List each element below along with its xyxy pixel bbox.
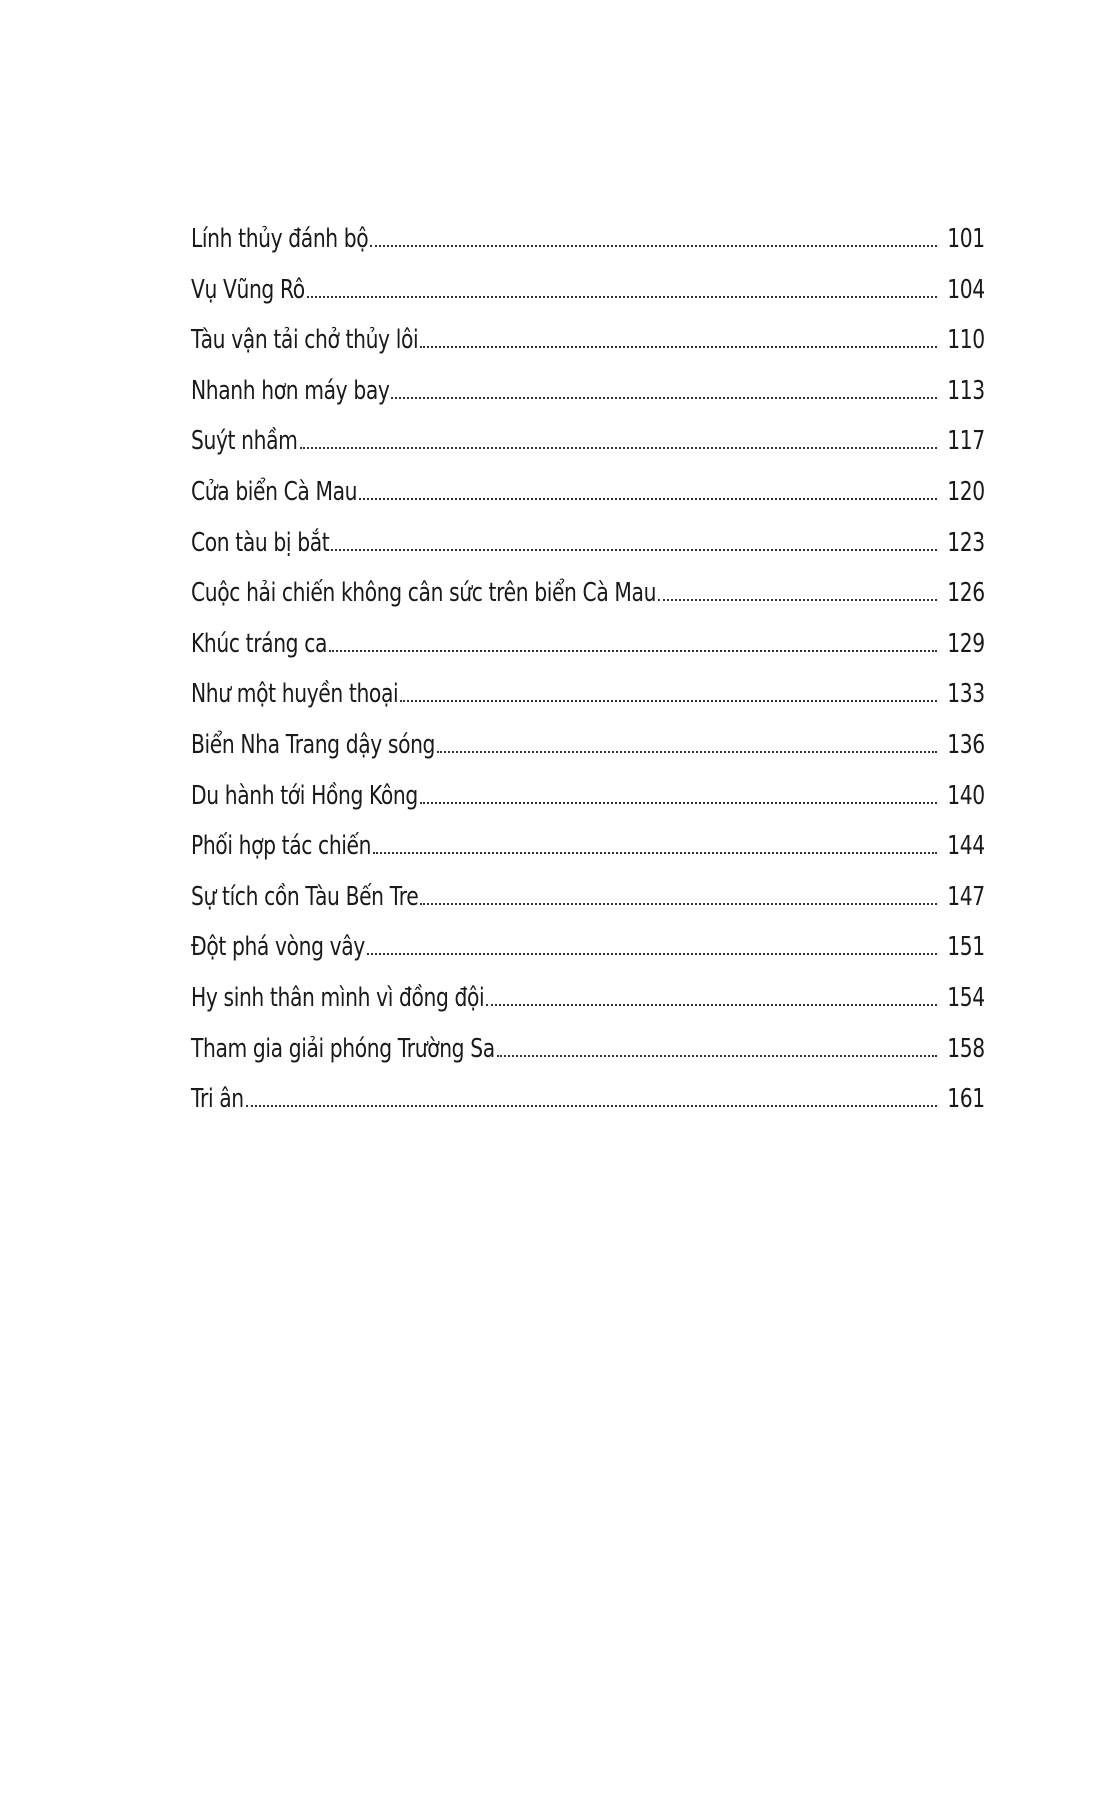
toc-entry	[191, 729, 986, 781]
toc-entry-page: 154	[947, 982, 986, 1013]
toc-entry-title: Cuộc hải chiến không cân sức trên biển Cà Mau	[191, 578, 657, 609]
toc-entry-page: 110	[947, 325, 986, 356]
toc-entry	[191, 881, 986, 933]
toc-entry	[191, 375, 986, 427]
toc-dot-leader	[486, 1003, 937, 1006]
toc-entry-page: 147	[947, 881, 986, 912]
toc-entry-title: Tàu vận tải chở thủy lôi	[191, 325, 419, 356]
toc-entry-title: Hy sinh thân mình vì đồng đội	[191, 982, 485, 1013]
toc-entry-title: Du hành tới Hồng Kông	[191, 780, 418, 811]
toc-entry-title: Tri ân	[191, 1084, 244, 1115]
toc-entry-page: 161	[947, 1084, 986, 1115]
toc-dot-leader	[420, 345, 937, 348]
toc-entry-page: 136	[947, 729, 986, 760]
toc-dot-leader	[437, 750, 937, 753]
toc-entry-page: 140	[947, 780, 986, 811]
toc-entry-page: 158	[947, 1033, 986, 1064]
toc-entry-title: Như một huyền thoại	[191, 679, 399, 710]
toc-entry-title: Tham gia giải phóng Trường Sa	[191, 1033, 495, 1064]
toc-entry-title: Vụ Vũng Rô	[191, 274, 305, 305]
toc-entry-title: Khúc tráng ca	[191, 628, 328, 659]
toc-entry-page: 117	[947, 426, 986, 457]
toc-entry-title: Sự tích cồn Tàu Bến Tre	[191, 881, 419, 912]
toc-entry	[191, 527, 986, 579]
toc-entry-title: Con tàu bị bắt	[191, 527, 330, 558]
toc-entry-page: 104	[947, 274, 986, 305]
toc-entry	[191, 578, 986, 629]
toc-dot-leader	[420, 902, 937, 905]
toc-entry	[191, 679, 986, 730]
toc-dot-leader	[331, 548, 937, 551]
toc-entry-page: 113	[947, 375, 986, 406]
toc-entry-page: 126	[947, 578, 986, 609]
toc-dot-leader	[329, 649, 937, 652]
toc-entry	[191, 1084, 986, 1135]
toc-entry	[191, 274, 986, 326]
toc-entry	[191, 476, 986, 528]
toc-entry-page: 129	[947, 628, 986, 659]
toc-entry	[191, 1033, 986, 1085]
toc-entry-title: Cửa biển Cà Mau	[191, 476, 358, 507]
toc-entry-title: Phối hợp tác chiến	[191, 831, 372, 862]
toc-entry-page: 101	[947, 224, 986, 254]
toc-dot-leader	[658, 598, 937, 601]
toc-entry-page: 144	[947, 831, 986, 862]
toc-entry	[191, 426, 986, 477]
toc-entry-title: Đột phá vòng vây	[191, 932, 365, 963]
toc-dot-leader	[391, 396, 937, 399]
toc-dot-leader	[370, 244, 937, 247]
toc-dot-leader	[420, 801, 938, 804]
toc-entry-title: Nhanh hơn máy bay	[191, 375, 390, 406]
toc-dot-leader	[246, 1104, 938, 1107]
toc-entry	[191, 628, 986, 680]
toc-entry	[191, 932, 986, 983]
toc-dot-leader	[497, 1054, 938, 1057]
toc-entry-title: Lính thủy đánh bộ	[191, 224, 369, 254]
toc-entry	[191, 831, 986, 882]
table-of-contents	[191, 224, 986, 1135]
toc-entry-title: Biển Nha Trang dậy sóng	[191, 729, 436, 760]
toc-entry	[191, 780, 986, 832]
toc-entry-page: 151	[947, 932, 986, 963]
toc-dot-leader	[307, 295, 938, 298]
toc-entry-page: 123	[947, 527, 986, 558]
toc-dot-leader	[367, 952, 938, 955]
toc-entry-page: 120	[947, 476, 986, 507]
toc-entry-page: 133	[947, 679, 986, 710]
toc-entry	[191, 224, 986, 275]
toc-dot-leader	[359, 497, 937, 500]
toc-dot-leader	[373, 851, 937, 854]
toc-entry	[191, 982, 986, 1034]
toc-entry	[191, 325, 986, 376]
toc-dot-leader	[300, 446, 938, 449]
toc-dot-leader	[400, 699, 937, 702]
toc-entry-title: Suýt nhầm	[191, 426, 298, 457]
